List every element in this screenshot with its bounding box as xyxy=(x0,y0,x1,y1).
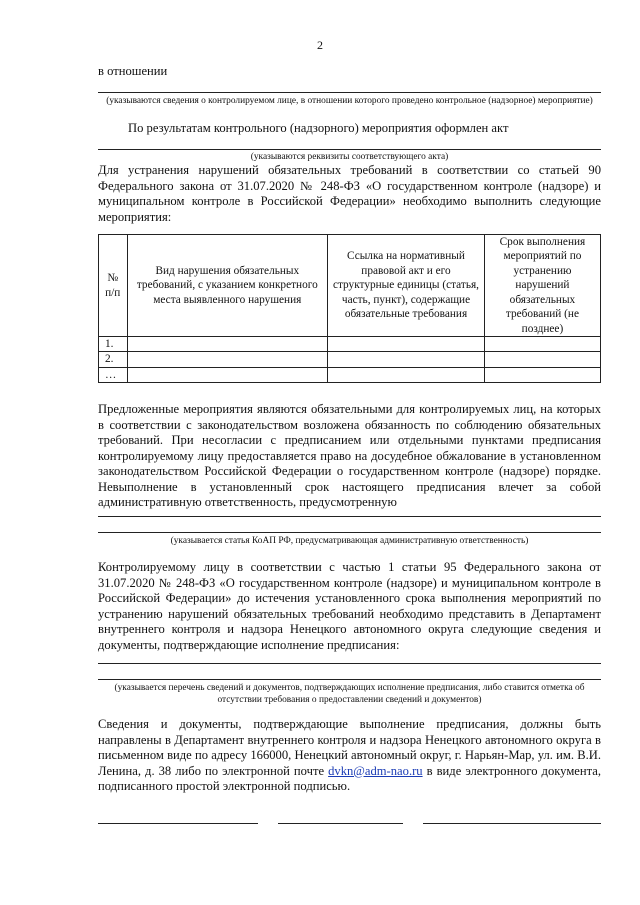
in-relation-label: в отношении xyxy=(98,64,168,78)
cell-violation xyxy=(127,367,328,382)
paragraph-1: Для устранения нарушений обязательных требований в соответствии со статьей 90 Федерального закона от 31.07.2020 № 248-ФЗ «О государственном контроле (надзоре) и муниципальном контроле в Российской Федерации» необходимо выполнить следующие мероприятия: xyxy=(98,163,601,224)
cell-deadline xyxy=(484,367,600,382)
cell-legal-reference xyxy=(328,367,485,382)
table-row xyxy=(99,367,601,382)
header-violation: Вид нарушения обязательных требований, с указанием конкретного места выявленного нарушения xyxy=(127,235,328,337)
table-row xyxy=(99,352,601,367)
paragraph-3: Контролируемому лицу в соответствии с частью 1 статьи 95 Федерального закона от 31.07.2020 № 248-ФЗ «О государственном контроле (надзоре) и муниципальном контроле в Российской Федерации» до истечения установленного срока выполнения мероприятий по устранению нарушений обязательных требований необходимо представить в Департамент внутреннего контроля и надзора Ненецкого автономного округа следующие сведения и документы, подтверждающие исполнение предписания: xyxy=(98,560,601,652)
signature-line-position xyxy=(98,823,258,824)
cell-legal-reference xyxy=(328,352,485,367)
signature-line-name xyxy=(423,823,601,824)
requirements-table xyxy=(98,234,601,383)
note-controlled-person: (указываются сведения о контролируемом лице, в отношении которого проведено контрольное (надзорное) мероприятие) xyxy=(106,96,593,106)
act-details-line xyxy=(98,149,601,150)
note-documents: (указывается перечень сведений и документов, подтверждающих исполнение предписания, либо ставится отметка об отсутствии требования о предоставлении сведений и документов) xyxy=(114,683,585,705)
row-number: 1. xyxy=(99,337,128,352)
cell-violation xyxy=(127,352,328,367)
signature-line-sign xyxy=(278,823,403,824)
header-deadline: Срок выполнения мероприятий по устранению нарушений обязательных требований (не позднее) xyxy=(484,235,600,337)
row-number: … xyxy=(99,367,128,382)
note-act-details: (указываются реквизиты соответствующего акта) xyxy=(250,152,449,162)
page-number: 2 xyxy=(317,38,323,52)
email-link[interactable]: dvkn@adm-nao.ru xyxy=(328,763,423,778)
paragraph-4 xyxy=(98,717,601,795)
cell-deadline xyxy=(484,352,600,367)
table-row xyxy=(99,337,601,352)
koap-line-2 xyxy=(98,532,601,533)
documents-line-1 xyxy=(98,663,601,664)
documents-line-2 xyxy=(98,679,601,680)
cell-violation xyxy=(127,337,328,352)
header-legal-reference: Ссылка на нормативный правовой акт и его структурные единицы (статья, часть, пункт), содержащие обязательные требования xyxy=(328,235,485,337)
cell-legal-reference xyxy=(328,337,485,352)
paragraph-4-part1: Сведения и документы, подтверждающие выполнение предписания, должны быть направлены в Департамент внутреннего контроля и надзора Ненецкого автономного округа в письменном виде по адресу 166000, Ненецкий автономный округ, г. Нарьян-Мар, ул. им. В.И. Ленина, д. 38 либо по электронной почте xyxy=(98,717,601,778)
paragraph-4-part2: в виде электронного документа, подписанного простой электронной подписью. xyxy=(98,763,602,793)
cell-deadline xyxy=(484,337,600,352)
table-header-row xyxy=(99,235,601,337)
act-sentence: По результатам контрольного (надзорного) мероприятия оформлен акт xyxy=(128,121,509,135)
note-koap: (указывается статья КоАП РФ, предусматривающая административную ответственность) xyxy=(170,536,529,546)
controlled-person-line xyxy=(98,92,601,93)
header-number: № п/п xyxy=(99,235,128,337)
koap-line-1 xyxy=(98,516,601,517)
row-number: 2. xyxy=(99,352,128,367)
paragraph-2: Предложенные мероприятия являются обязательными для контролируемых лиц, на которых в соответствии с законодательством возложена обязанность по соблюдению обязательных требований. При несогласии с предписанием или отдельными пунктами предписания контролируемому лицу предоставляется право на досудебное обжалование в установленном законодательством Российской Федерации о государственном контроле (надзоре) порядке. Невыполнение в установленный срок настоящего предписания влечет за собой административную ответственность, предусмотренную xyxy=(98,402,601,509)
